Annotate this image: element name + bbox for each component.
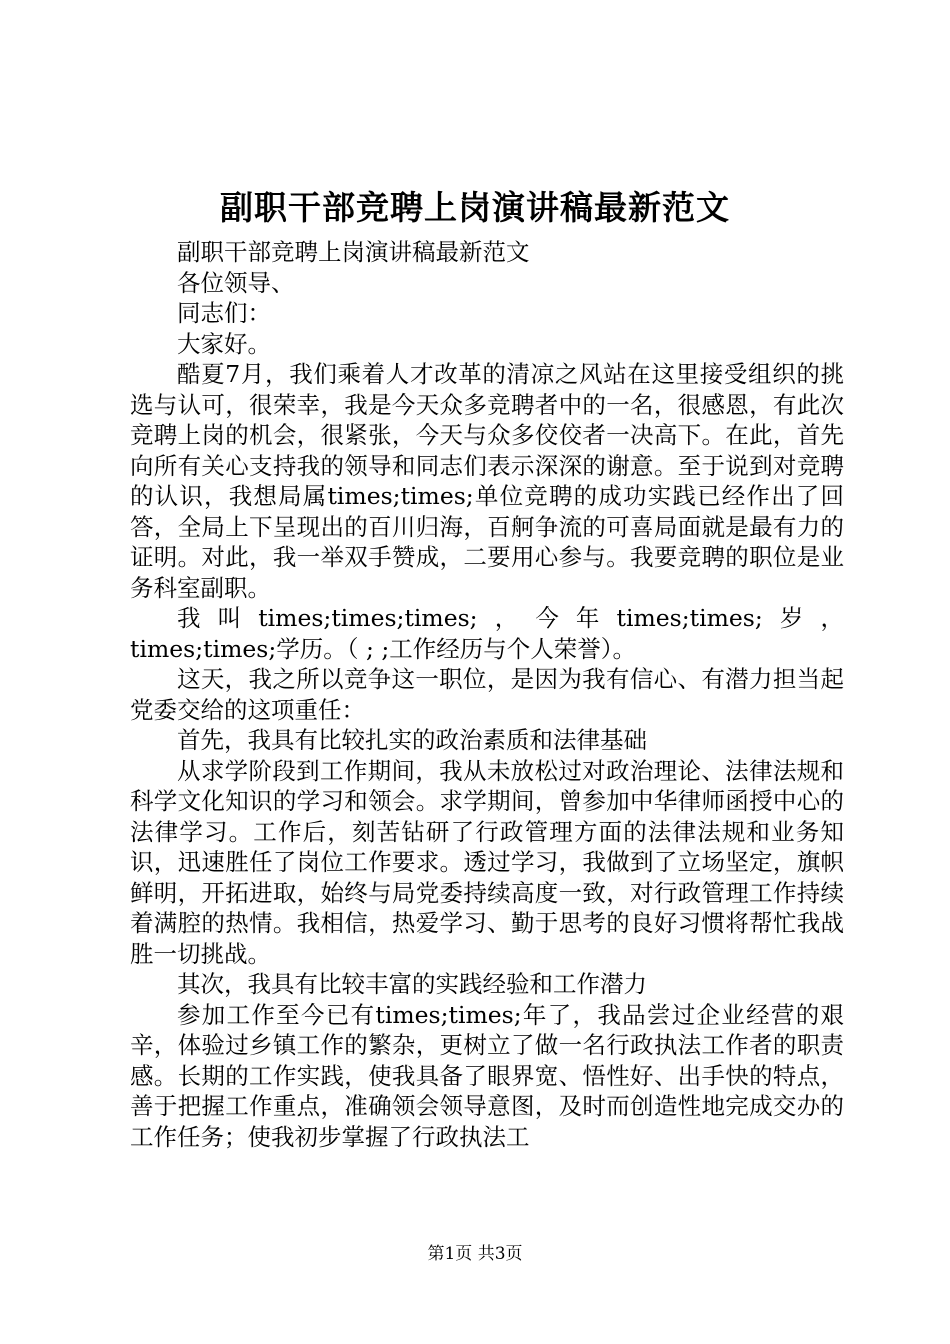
paragraph: 酷夏7月，我们乘着人才改革的清凉之风站在这里接受组织的挑选与认可，很荣幸，我是今天众多竞聘者中的一名，很感恩，有此次竞聘上岗的机会，很紧张，今天与众多佼佼者一决高下。在此，首先向所有关心支持我的领导和同志们表示深深的谢意。至于说到对竞聘的认识，我想局属times;times;单位竞聘的成功实践已经作出了回答，全局上下呈现出的百川归海，百舸争流的可喜局面就是最有力的证明。对此，我一举双手赞成，二要用心参与。我要竞聘的职位是业务科室副职。 [130, 360, 844, 602]
page-footer: 第1页 共3页 [427, 1244, 523, 1264]
paragraph: 同志们： [177, 299, 271, 327]
paragraph: 从求学阶段到工作期间，我从未放松过对政治理论、法律法规和科学文化知识的学习和领会。求学期间，曾参加中华律师函授中心的法律学习。工作后，刻苦钻研了行政管理方面的法律法规和业务知识，迅速胜任了岗位工作要求。透过学习，我做到了立场坚定，旗帜鲜明，开拓进取，始终与局党委持续高度一致，对行政管理工作持续着满腔的热情。我相信，热爱学习、勤于思考的良好习惯将帮忙我战胜一切挑战。 [130, 756, 844, 968]
paragraph: 副职干部竞聘上岗演讲稿最新范文 [177, 238, 530, 266]
paragraph: 这天，我之所以竞争这一职位，是因为我有信心、有潜力担当起党委交给的这项重任： [130, 665, 844, 724]
document-body [130, 237, 844, 1152]
paragraph: 参加工作至今已有times;times;年了，我品尝过企业经营的艰辛，体验过乡镇工作的繁杂，更树立了做一名行政执法工作者的职责感。长期的工作实践，使我具备了眼界宽、悟性好、出手快的特点，善于把握工作重点，准确领会领导意图，及时而创造性地完成交办的工作任务；使我初步掌握了行政执法工 [130, 1000, 844, 1151]
paragraph: 我叫times;times;times;，今年times;times;岁，times;times;学历。（ ; ;工作经历与个人荣誉）。 [130, 604, 844, 663]
document-title: 副职干部竞聘上岗演讲稿最新范文 [220, 188, 730, 227]
paragraph: 大家好。 [177, 329, 271, 358]
paragraph: 各位领导、 [177, 268, 295, 297]
paragraph: 首先，我具有比较扎实的政治素质和法律基础 [177, 726, 647, 754]
paragraph: 其次，我具有比较丰富的实践经验和工作潜力 [177, 970, 647, 998]
